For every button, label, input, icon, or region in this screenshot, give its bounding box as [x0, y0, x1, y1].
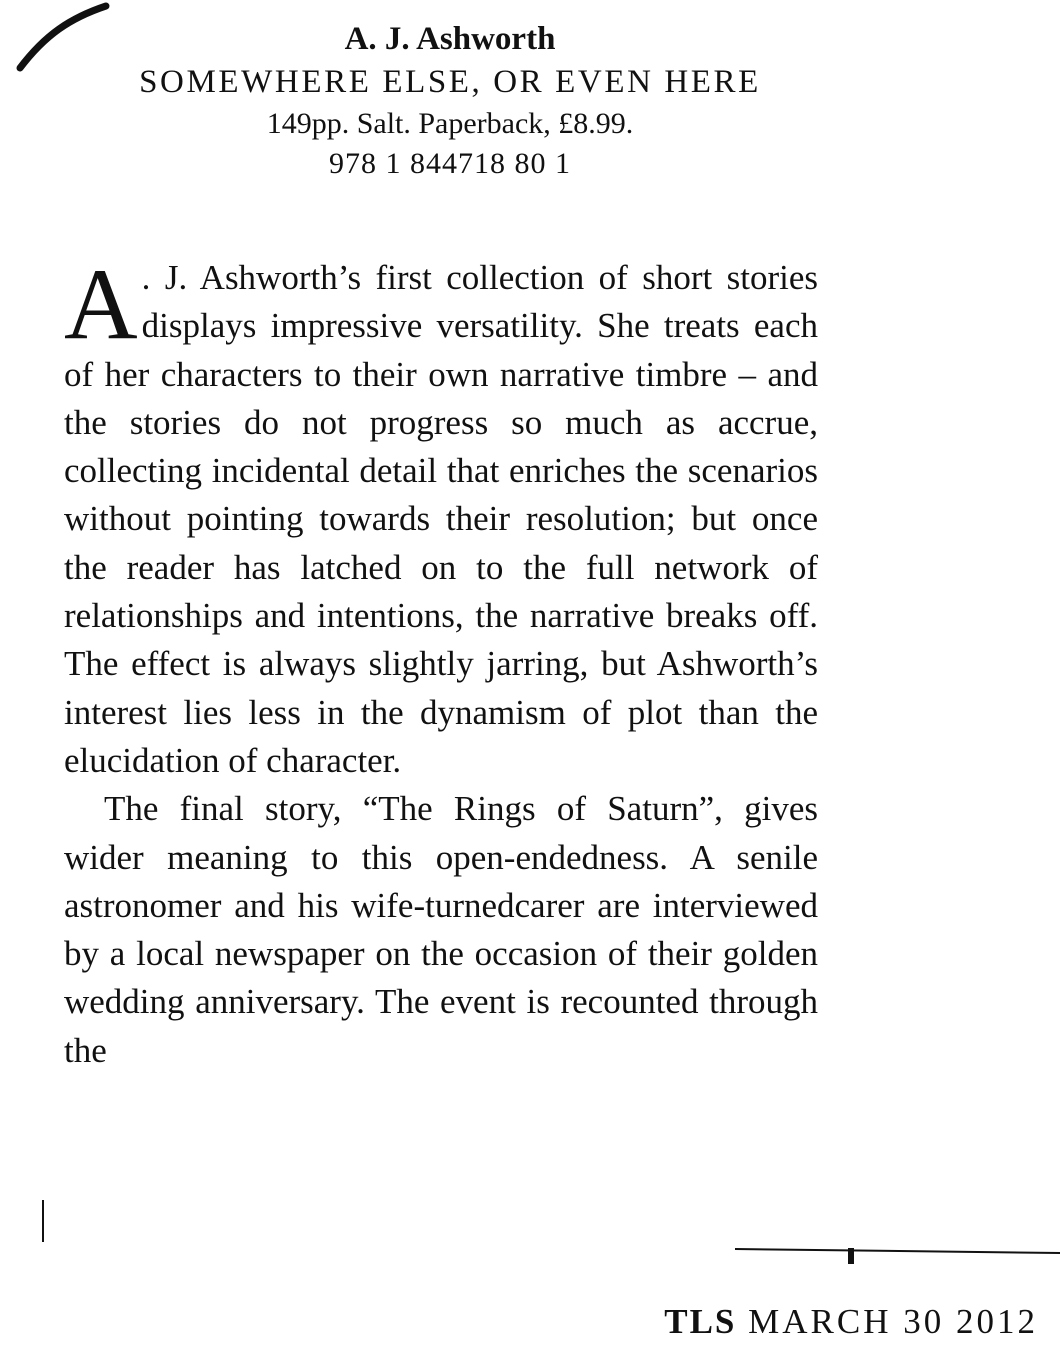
drop-cap: A — [64, 248, 138, 361]
review-body — [64, 248, 818, 1075]
paragraph-text: The final story, “The Rings of Saturn”, gives wider meaning to this open-endedness. A senile astronomer and his wife-turnedcarer are interviewed by a local newspaper on the occasion of their golden wedding anniversary. The event is recounted through the — [64, 789, 818, 1070]
review-paragraph — [64, 785, 818, 1075]
book-author: A. J. Ashworth — [344, 21, 556, 57]
column-rule — [735, 1247, 1060, 1265]
paragraph-text: . J. Ashworth’s first collection of short stories displays impressive versatility. She treats each of her characters to their own narrative timbre – and the stories do not progress so much as accrue, collecting incidental detail that enriches the scenarios without pointing towards their resolution; but once the reader has latched on to the full network of relationships and intentions, the narrative breaks off. The effect is always slightly jarring, but Ashworth’s interest lies less in the dynamism of plot than the elucidation of character. — [64, 258, 818, 780]
publication-name: TLS — [664, 1302, 737, 1341]
publication-date: MARCH 30 2012 — [748, 1302, 1038, 1341]
book-title: SOMEWHERE ELSE, OR EVEN HERE — [139, 64, 761, 100]
scan-mark — [42, 1200, 44, 1242]
isbn: 978 1 844718 80 1 — [329, 147, 571, 180]
page-footer — [664, 1302, 1038, 1342]
review-header — [0, 18, 900, 184]
publication-info: 149pp. Salt. Paperback, £8.99. — [266, 107, 634, 140]
review-paragraph — [64, 248, 818, 785]
